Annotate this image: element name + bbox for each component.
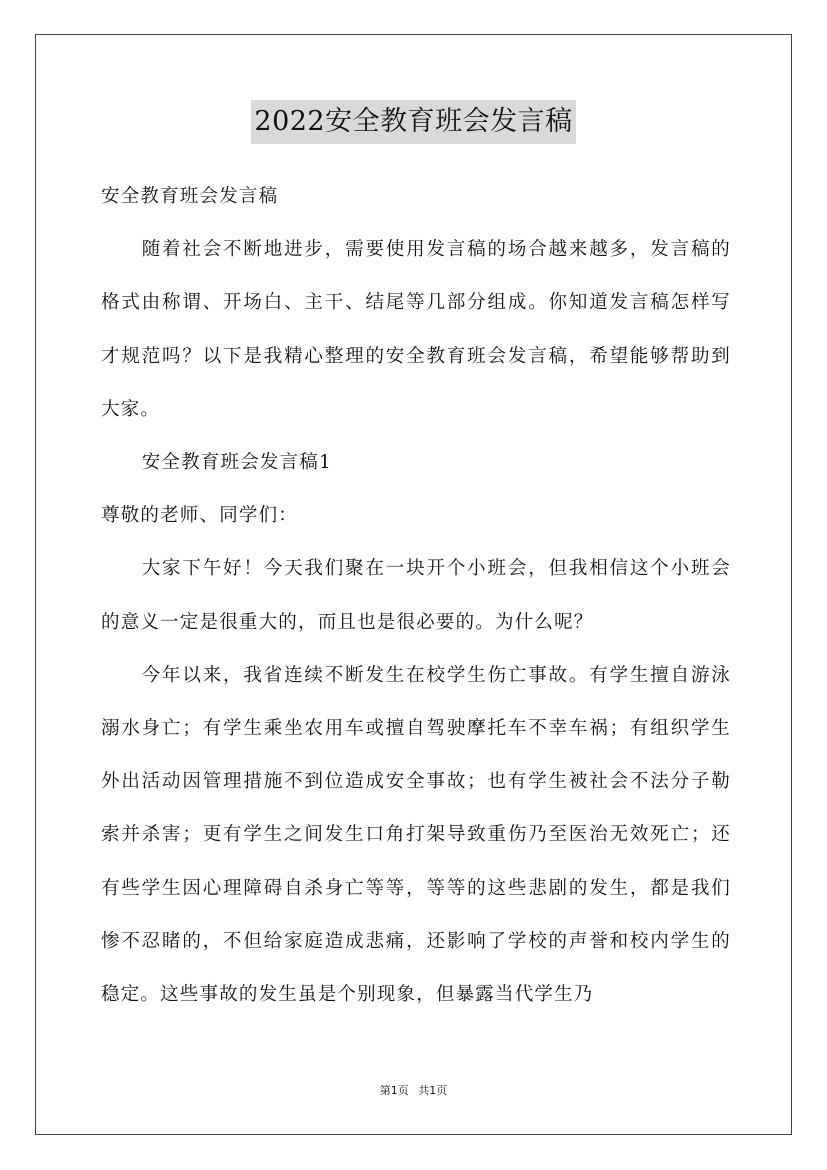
page-number-total: 共1页 <box>418 1084 448 1097</box>
subtitle-paragraph: 安全教育班会发言稿 <box>101 186 279 207</box>
page-footer <box>0 1082 827 1098</box>
page-number-current: 第1页 <box>379 1084 409 1097</box>
document-title: 2022安全教育班会发言稿 <box>251 100 575 144</box>
section-heading: 安全教育班会发言稿1 <box>141 452 332 474</box>
document-body <box>101 170 731 1021</box>
body-paragraph: 今年以来，我省连续不断发生在校学生伤亡事故。有学生擅自游泳溺水身亡；有学生乘坐农用车或擅自驾驶摩托车不幸车祸；有组织学生外出活动因管理措施不到位造成安全事故；也有学生被社会不法分子勒索并杀害；更有学生之间发生口角打架导致重伤乃至医治无效死亡；还有些学生因心理障碍自杀身亡等等，等等的这些悲剧的发生，都是我们惨不忍睹的，不但给家庭造成悲痛，还影响了学校的声誉和校内学生的稳定。这些事故的发生虽是个别现象，但暴露当代学生乃 <box>101 664 731 1006</box>
salutation-paragraph: 尊敬的老师、同学们： <box>101 505 299 527</box>
intro-paragraph: 随着社会不断地进步，需要使用发言稿的场合越来越多，发言稿的格式由称谓、开场白、主干、结尾等几部分组成。你知道发言稿怎样写才规范吗？以下是我精心整理的安全教育班会发言稿，希望能够帮助到大家。 <box>101 239 731 420</box>
body-paragraph: 大家下午好！今天我们聚在一块开个小班会，但我相信这个小班会的意义一定是很重大的，而且也是很必要的。为什么呢？ <box>101 558 731 633</box>
title-container <box>0 100 827 144</box>
